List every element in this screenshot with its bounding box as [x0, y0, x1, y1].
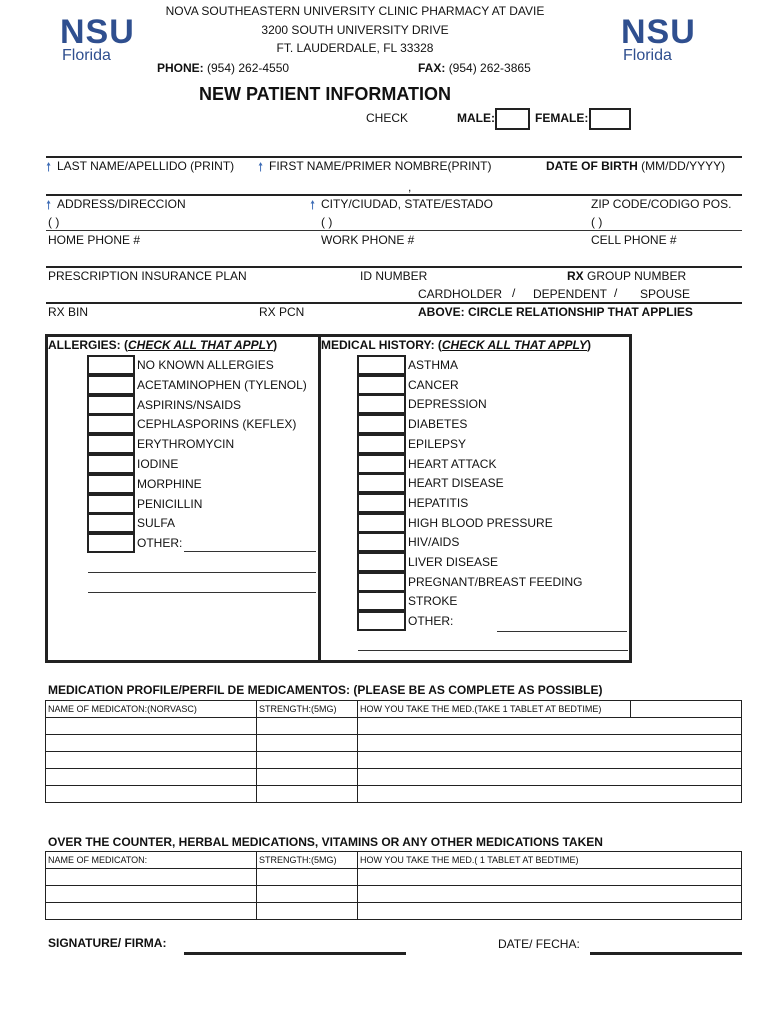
table-row — [46, 903, 742, 920]
history-item-label: HEART ATTACK — [408, 456, 497, 471]
history-other-line[interactable] — [358, 650, 628, 651]
col-strength: STRENGTH:(5MG) — [257, 701, 358, 718]
allergies-checkbox[interactable] — [87, 533, 135, 553]
clinic-name: NOVA SOUTHEASTERN UNIVERSITY CLINIC PHARMACY AT DAVIE — [165, 4, 545, 18]
arrow-up-icon: 🠕 — [258, 160, 264, 174]
history-item-label: HIGH BLOOD PRESSURE — [408, 515, 553, 530]
table-header-row — [46, 852, 742, 869]
dob-label — [546, 159, 725, 173]
rx-pcn-label: RX PCN — [259, 305, 305, 319]
arrow-up-icon: 🠕 — [310, 198, 316, 212]
allergy-other-line[interactable] — [88, 572, 316, 573]
history-checkbox[interactable] — [357, 572, 406, 592]
history-checkbox[interactable] — [357, 473, 406, 493]
allergies-heading-end: ) — [273, 338, 278, 352]
zip-label: ZIP CODE/CODIGO POS. — [591, 197, 732, 211]
history-item-label: CANCER — [408, 377, 459, 392]
table-cell[interactable] — [358, 903, 742, 920]
table-row — [46, 869, 742, 886]
allergies-checkbox[interactable] — [87, 355, 135, 375]
dependent-option[interactable]: DEPENDENT — [533, 287, 608, 301]
allergies-item-label: IODINE — [137, 457, 179, 471]
address-line[interactable] — [46, 194, 742, 196]
table-cell[interactable] — [358, 769, 742, 786]
logo-subtext: Florida — [623, 47, 672, 64]
history-checkbox[interactable] — [357, 552, 406, 572]
table-cell[interactable] — [358, 869, 742, 886]
history-item-label: HEPATITIS — [408, 495, 469, 510]
table-cell[interactable] — [46, 735, 257, 752]
col-how-taken: HOW YOU TAKE THE MED.( 1 TABLET AT BEDTIME) — [358, 852, 742, 869]
history-item-label: PREGNANT/BREAST FEEDING — [408, 574, 583, 589]
otc-table — [45, 851, 742, 920]
phone-line-rule[interactable] — [46, 230, 742, 231]
history-other-line[interactable] — [497, 631, 627, 632]
spouse-option[interactable]: SPOUSE — [640, 287, 691, 301]
history-checkbox[interactable] — [357, 454, 406, 474]
work-area-code: ( ) — [321, 215, 333, 229]
phone-number: (954) 262-4550 — [207, 61, 290, 75]
allergies-item-label: NO KNOWN ALLERGIES — [137, 358, 274, 372]
logo-text: NSU — [621, 13, 696, 51]
clinic-city: FT. LAUDERDALE, FL 33328 — [276, 41, 434, 55]
cell-area-code: ( ) — [591, 215, 603, 229]
id-number-label: ID NUMBER — [360, 269, 428, 283]
allergies-checkbox[interactable] — [87, 513, 135, 533]
group-number-text: GROUP NUMBER — [587, 269, 687, 283]
table-cell[interactable] — [257, 886, 358, 903]
group-number-label — [567, 269, 686, 283]
history-checkbox[interactable] — [357, 355, 406, 375]
comma-mark: , — [408, 180, 412, 194]
address-label: ADDRESS/DIRECCION — [57, 197, 186, 211]
col-how-taken: HOW YOU TAKE THE MED.(TAKE 1 TABLET AT BEDTIME) — [358, 701, 631, 718]
allergy-other-line[interactable] — [88, 592, 316, 593]
male-checkbox[interactable] — [495, 108, 530, 130]
allergies-heading — [48, 338, 277, 352]
history-heading-end: ) — [587, 338, 591, 352]
fax-line — [418, 61, 531, 75]
logo-subtext: Florida — [62, 47, 111, 64]
history-item-label: STROKE — [408, 594, 458, 609]
allergies-item-label: MORPHINE — [137, 476, 202, 491]
history-checkbox[interactable] — [357, 375, 406, 395]
allergies-item-label: SULFA — [137, 516, 176, 531]
table-cell[interactable] — [46, 769, 257, 786]
table-cell[interactable] — [358, 735, 742, 752]
table-cell[interactable] — [358, 886, 742, 903]
medication-table — [45, 700, 742, 803]
phone-label: PHONE: — [157, 61, 204, 75]
table-row — [46, 769, 742, 786]
cell-phone-label: CELL PHONE # — [591, 233, 677, 247]
allergies-checkbox[interactable] — [87, 375, 135, 395]
dob-format: (MM/DD/YYYY) — [641, 159, 726, 173]
signature-label: SIGNATURE/ FIRMA: — [48, 936, 167, 950]
last-name-label: LAST NAME/APELLIDO (PRINT) — [57, 159, 235, 173]
table-cell[interactable] — [46, 886, 257, 903]
table-header-row — [46, 701, 742, 718]
table-cell[interactable] — [46, 718, 257, 735]
allergies-checkbox[interactable] — [87, 474, 135, 494]
allergies-checkbox[interactable] — [87, 395, 135, 415]
table-cell[interactable] — [358, 752, 742, 769]
otc-heading: OVER THE COUNTER, HERBAL MEDICATIONS, VITAMINS OR ANY OTHER MEDICATIONS TAKEN — [48, 835, 603, 849]
phone-line — [157, 61, 289, 75]
table-cell[interactable] — [257, 786, 358, 803]
table-cell[interactable] — [46, 786, 257, 803]
allergies-checkbox[interactable] — [87, 494, 135, 514]
allergies-item-label: ACETAMINOPHEN (TYLENOL) — [137, 377, 307, 392]
circle-note: ABOVE: CIRCLE RELATIONSHIP THAT APPLIES — [418, 305, 693, 319]
history-checkbox[interactable] — [357, 591, 406, 611]
form-title: NEW PATIENT INFORMATION — [199, 84, 451, 104]
table-cell[interactable] — [257, 718, 358, 735]
nsu-logo-left — [60, 13, 135, 64]
allergies-checkbox[interactable] — [87, 414, 135, 434]
table-cell[interactable] — [257, 752, 358, 769]
insurance-line[interactable] — [46, 266, 742, 268]
nsu-logo-right — [621, 13, 696, 64]
slash: / — [614, 286, 618, 300]
rx-line[interactable] — [46, 302, 742, 304]
clinic-street: 3200 SOUTH UNIVERSITY DRIVE — [261, 23, 449, 37]
allergies-item-label: ASPIRINS/NSAIDS — [137, 397, 242, 412]
table-row — [46, 718, 742, 735]
history-checkbox[interactable] — [357, 493, 406, 513]
arrow-up-icon: 🠕 — [46, 160, 52, 174]
history-checkbox[interactable] — [357, 513, 406, 533]
allergies-item-label: ERYTHROMYCIN — [137, 437, 235, 452]
table-cell[interactable] — [46, 903, 257, 920]
check-label: CHECK — [366, 111, 409, 125]
col-strength: STRENGTH:(5MG) — [257, 852, 358, 869]
table-cell[interactable] — [46, 752, 257, 769]
allergies-checkbox[interactable] — [87, 454, 135, 474]
allergy-other-line[interactable] — [184, 551, 316, 552]
female-checkbox[interactable] — [589, 108, 631, 130]
dob-label-text: DATE OF BIRTH — [546, 159, 638, 173]
slash: / — [512, 286, 516, 300]
date-label: DATE/ FECHA: — [498, 937, 580, 951]
history-checkbox[interactable] — [357, 532, 406, 552]
history-item-label: HEART DISEASE — [408, 476, 504, 491]
male-label: MALE: — [457, 111, 495, 125]
allergies-checkbox[interactable] — [87, 434, 135, 454]
allergies-heading-text: ALLERGIES: ( — [48, 338, 128, 352]
history-item-label: EPILEPSY — [408, 436, 467, 451]
table-row — [46, 886, 742, 903]
history-item-label: LIVER DISEASE — [408, 555, 499, 569]
table-cell[interactable] — [257, 769, 358, 786]
history-item-label: DIABETES — [408, 417, 468, 432]
work-phone-label: WORK PHONE # — [321, 233, 415, 247]
fax-number: (954) 262-3865 — [448, 61, 531, 75]
history-heading-em: CHECK ALL THAT APPLY — [441, 338, 587, 352]
allergies-item-label: OTHER: — [137, 536, 183, 551]
date-line[interactable] — [590, 952, 742, 955]
rx-bin-label: RX BIN — [48, 305, 89, 319]
allergies-item-label: CEPHLASPORINS (KEFLEX) — [137, 417, 297, 432]
name-line[interactable] — [46, 156, 742, 158]
history-item-label: OTHER: — [408, 614, 454, 629]
insurance-label: PRESCRIPTION INSURANCE PLAN — [48, 269, 247, 283]
logo-text: NSU — [60, 13, 135, 51]
col-medication-name: NAME OF MEDICATON:(NORVASC) — [46, 701, 257, 718]
history-checkbox[interactable] — [357, 414, 406, 434]
table-cell[interactable] — [358, 718, 742, 735]
table-cell[interactable] — [257, 869, 358, 886]
rx-bold: RX — [567, 269, 584, 283]
history-checkbox[interactable] — [357, 434, 406, 454]
allergies-item-label: PENICILLIN — [137, 496, 203, 511]
history-heading-text: MEDICAL HISTORY: ( — [321, 338, 442, 352]
table-row — [46, 735, 742, 752]
home-phone-label: HOME PHONE # — [48, 233, 141, 247]
history-item-label: HIV/AIDS — [408, 535, 460, 550]
table-cell[interactable] — [46, 869, 257, 886]
table-cell[interactable] — [257, 903, 358, 920]
table-cell[interactable] — [257, 735, 358, 752]
med-profile-heading: MEDICATION PROFILE/PERFIL DE MEDICAMENTOS: (PLEASE BE AS COMPLETE AS POSSIBLE) — [48, 683, 603, 697]
table-row — [46, 786, 742, 803]
first-name-label: FIRST NAME/PRIMER NOMBRE(PRINT) — [269, 159, 492, 173]
history-heading — [321, 338, 591, 352]
cardholder-option[interactable]: CARDHOLDER — [418, 287, 503, 301]
col-extra[interactable] — [631, 701, 742, 718]
history-checkbox[interactable] — [357, 611, 406, 631]
allergies-heading-em: CHECK ALL THAT APPLY — [128, 338, 274, 352]
history-item-label: ASTHMA — [408, 358, 459, 372]
history-checkbox[interactable] — [357, 394, 406, 414]
history-item-label: DEPRESSION — [408, 397, 487, 412]
col-medication-name: NAME OF MEDICATON: — [46, 852, 257, 869]
arrow-up-icon: 🠕 — [46, 198, 52, 212]
female-label: FEMALE: — [535, 111, 589, 125]
table-row — [46, 752, 742, 769]
city-label: CITY/CIUDAD, STATE/ESTADO — [321, 197, 494, 211]
table-cell[interactable] — [358, 786, 742, 803]
fax-label: FAX: — [418, 61, 446, 75]
signature-line[interactable] — [184, 952, 406, 955]
home-area-code: ( ) — [48, 215, 60, 229]
